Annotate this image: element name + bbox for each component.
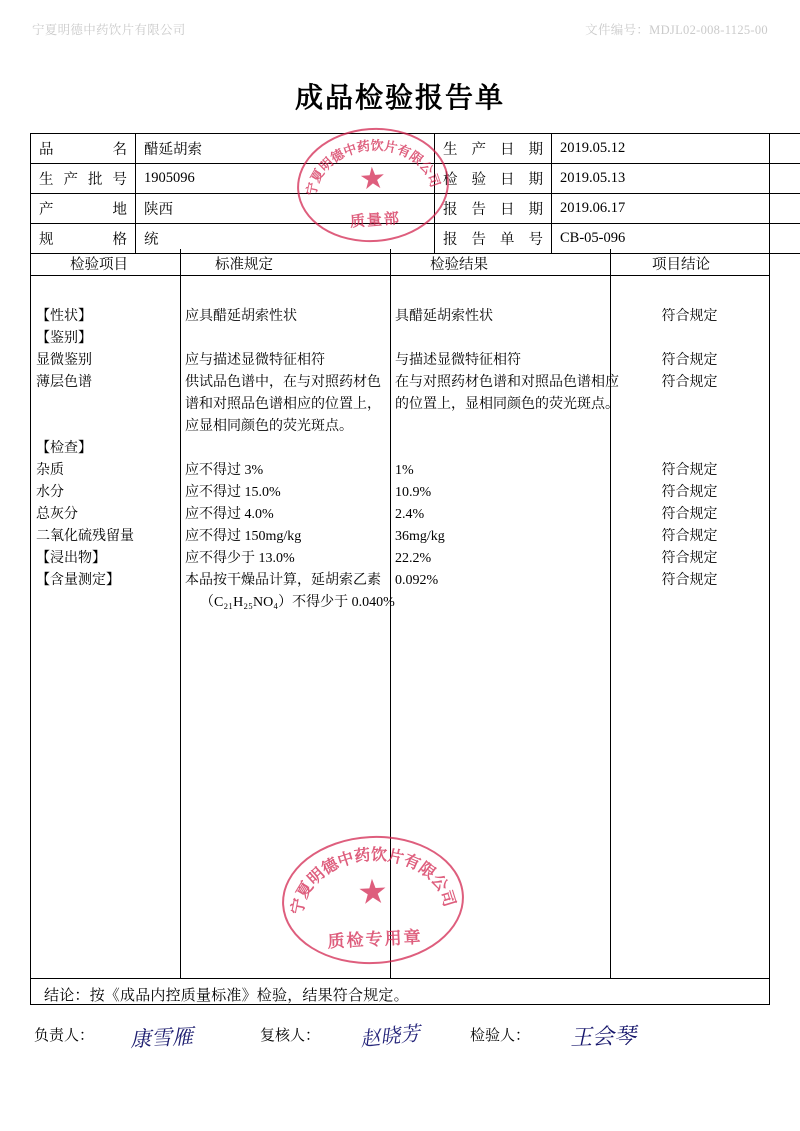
stamp-arc-label: 宁夏明德中药饮片有限公司	[304, 138, 443, 198]
result-standard: 谱和对照品色谱相应的位置上，	[185, 397, 381, 412]
result-value: 22.2%	[395, 551, 432, 566]
conclusion-text: 结论：按《成品内控质量标准》检验，结果符合规定。	[44, 988, 409, 1004]
table-row	[31, 134, 800, 164]
info-value: 1905096	[136, 164, 435, 194]
result-standard: 应不得过 4.0%	[185, 507, 274, 522]
page-title: 成品检验报告单	[294, 81, 505, 114]
result-item: 显微鉴别	[36, 353, 92, 368]
info-value: CB-05-096	[552, 224, 800, 254]
result-conclusion: 符合规定	[661, 551, 718, 566]
info-value: 2019.06.17	[552, 194, 800, 224]
result-standard: （C₂₁H₂₅NO₄）不得少于 0.040%	[200, 595, 395, 610]
result-value: 2.4%	[395, 507, 425, 522]
info-value: 统	[136, 224, 435, 254]
info-label: 产 地	[31, 194, 136, 224]
result-conclusion: 符合规定	[661, 309, 718, 324]
result-item: 【性状】	[36, 309, 92, 324]
result-item: 【含量测定】	[36, 573, 120, 588]
info-table	[30, 133, 800, 254]
info-label: 报告单号	[435, 224, 552, 254]
result-value: 在与对照药材色谱和对照品色谱相应	[395, 375, 619, 390]
result-item: 二氧化硫残留量	[36, 529, 134, 544]
table-row	[31, 194, 800, 224]
result-value: 36mg/kg	[395, 529, 445, 544]
stamp-bottom-label: 质检专用章	[327, 927, 424, 953]
result-item: 【鉴别】	[36, 331, 92, 346]
result-standard: 应具醋延胡索性状	[185, 309, 297, 324]
star-icon: ★	[357, 161, 388, 197]
result-conclusion: 符合规定	[661, 485, 718, 500]
info-value: 2019.05.13	[552, 164, 800, 194]
company-name: 宁夏明德中药饮片有限公司	[32, 23, 186, 37]
star-icon: ★	[356, 873, 389, 913]
signature-reviewer: 赵晓芳	[359, 1020, 422, 1052]
info-label: 报告日期	[435, 194, 552, 224]
results-header-row	[30, 249, 770, 276]
column-header-result: 检验结果	[430, 257, 488, 273]
info-value: 醋延胡索	[136, 134, 435, 164]
result-value: 0.092%	[395, 573, 439, 588]
signature-label-responsible: 负责人：	[34, 1028, 95, 1044]
info-label: 生产批号	[31, 164, 136, 194]
result-item: 水分	[36, 485, 64, 500]
result-item: 总灰分	[36, 507, 78, 522]
result-standard: 应不得过 150mg/kg	[185, 529, 302, 544]
result-standard: 应与描述显微特征相符	[185, 353, 325, 368]
result-value: 具醋延胡索性状	[395, 309, 493, 324]
conclusion-divider	[30, 978, 770, 979]
info-label: 品 名	[31, 134, 136, 164]
document-number: 文件编号：MDJL02-008-1125-00	[585, 23, 768, 37]
result-conclusion: 符合规定	[661, 507, 718, 522]
info-label: 检验日期	[435, 164, 552, 194]
result-item: 【浸出物】	[36, 551, 106, 566]
result-value: 10.9%	[395, 485, 432, 500]
result-conclusion: 符合规定	[661, 463, 718, 478]
result-standard: 应不得过 15.0%	[185, 485, 281, 500]
stamp-arc-label: 宁夏明德中药饮片有限公司	[287, 844, 460, 917]
result-standard: 应不得过 3%	[185, 463, 264, 478]
document-header	[32, 22, 768, 38]
results-body	[30, 276, 770, 978]
signature-responsible: 康雪雁	[129, 1024, 194, 1052]
result-item: 杂质	[36, 463, 64, 478]
result-conclusion: 符合规定	[661, 375, 718, 390]
result-conclusion: 符合规定	[661, 529, 718, 544]
result-value: 与描述显微特征相符	[395, 353, 521, 368]
table-row	[31, 164, 800, 194]
result-standard: 应不得少于 13.0%	[185, 551, 295, 566]
result-item: 【检查】	[36, 441, 92, 456]
signature-row	[30, 1020, 770, 1060]
column-header-conclusion: 项目结论	[652, 257, 710, 273]
stamp-bottom-label: 质量部	[349, 209, 402, 231]
signature-label-inspector: 检验人：	[470, 1028, 531, 1044]
signature-inspector: 王会琴	[569, 1023, 637, 1052]
signature-label-reviewer: 复核人：	[260, 1028, 321, 1044]
result-conclusion: 符合规定	[661, 573, 718, 588]
result-standard: 应显相同颜色的荧光斑点。	[185, 419, 353, 434]
result-conclusion: 符合规定	[661, 353, 718, 368]
result-standard: 本品按干燥品计算，延胡索乙素	[185, 573, 381, 588]
info-label: 规 格	[31, 224, 136, 254]
info-label: 生产日期	[435, 134, 552, 164]
result-value: 1%	[395, 463, 414, 478]
column-header-standard: 标准规定	[215, 257, 273, 273]
info-value: 2019.05.12	[552, 134, 800, 164]
result-value: 的位置上，显相同颜色的荧光斑点。	[395, 397, 619, 412]
column-header-item: 检验项目	[70, 257, 128, 273]
result-item: 薄层色谱	[36, 375, 92, 390]
info-value: 陕西	[136, 194, 435, 224]
result-standard: 供试品色谱中，在与对照药材色	[185, 375, 381, 390]
